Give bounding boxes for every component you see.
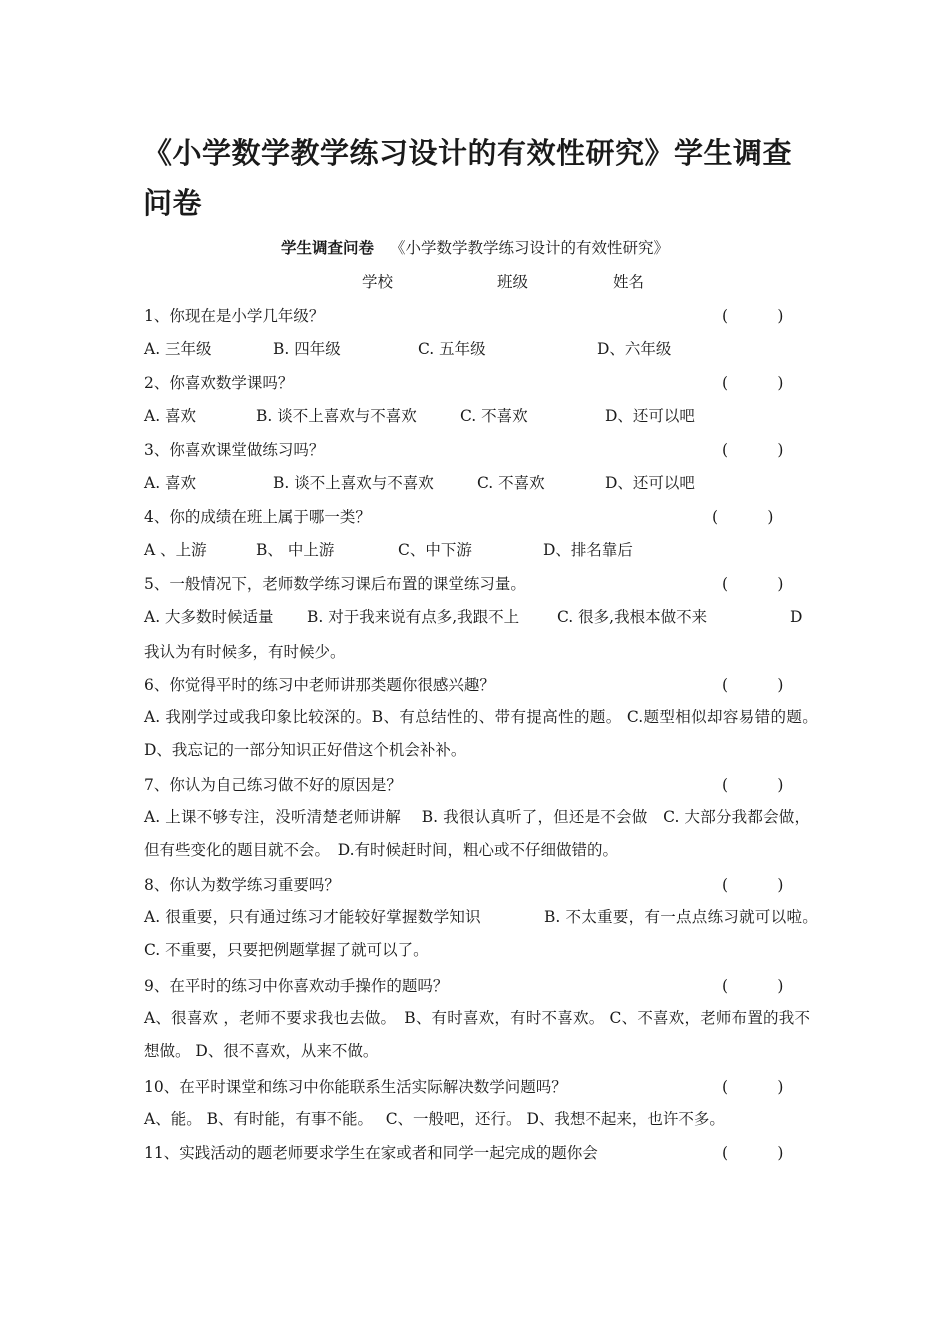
question-6: 6、你觉得平时的练习中老师讲那类题你很感兴趣？ (144, 676, 495, 694)
answer-paren-3: ( ) (722, 441, 784, 459)
page-title: 《小学数学教学练习设计的有效性研究》学生调查问卷 (143, 136, 793, 220)
q2-option-c: C. 不喜欢 (460, 407, 528, 425)
q3-option-c: C. 不喜欢 (477, 474, 545, 492)
q2-option-b: B. 谈不上喜欢与不喜欢 (256, 407, 417, 425)
q1-option-d: D、六年级 (597, 340, 672, 358)
answer-paren-5: ( ) (722, 575, 784, 593)
q4-option-c: C、中下游 (398, 541, 472, 559)
question-8: 8、你认为数学练习重要吗？ (144, 876, 340, 894)
q10-options: A、能。 B、有时能，有事不能。 C、一般吧，还行。 D、我想不起来，也许不多。 (144, 1110, 725, 1128)
q3-option-d: D、还可以吧 (605, 474, 695, 492)
question-11: 11、实践活动的题老师要求学生在家或者和同学一起完成的题你会 (144, 1144, 598, 1162)
q8-options: A. 很重要，只有通过练习才能较好掌握数学知识 B. 不太重要，有一点点练习就可以啦。 C. 不重要，只要把例题掌握了就可以了。 (144, 908, 846, 959)
q9-options: A、很喜欢 ，老师不要求我也去做。 B、有时喜欢，有时不喜欢。 C、不喜欢，老师布置的我不想做。 D、很不喜欢，从来不做。 (144, 1009, 810, 1060)
field-name-label: 姓名 (613, 273, 645, 291)
answer-paren-7: ( ) (722, 776, 784, 794)
answer-paren-2: ( ) (722, 374, 784, 392)
q1-option-a: A. 三年级 (144, 340, 212, 358)
q2-option-d: D、还可以吧 (605, 407, 695, 425)
field-school-label: 学校 (362, 273, 394, 291)
q5-option-d-label: D (790, 608, 803, 626)
q4-option-d: D、排名靠后 (543, 541, 633, 559)
question-4: 4、你的成绩在班上属于哪一类？ (144, 508, 371, 526)
q6-options: A. 我刚学过或我印象比较深的。B、有总结性的、带有提高性的题。 C.题型相似却容易错的题。 D、我忘记的一部分知识正好借这个机会补补。 (144, 708, 826, 759)
answer-paren-1: ( ) (722, 307, 784, 325)
q1-option-b: B. 四年级 (273, 340, 341, 358)
question-2: 2、你喜欢数学课吗？ (144, 374, 294, 392)
q2-option-a: A. 喜欢 (144, 407, 197, 425)
field-class-label: 班级 (497, 273, 529, 291)
question-9: 9、在平时的练习中你喜欢动手操作的题吗？ (144, 977, 449, 995)
answer-paren-4: ( ) (712, 508, 774, 526)
question-7: 7、你认为自己练习做不好的原因是？ (144, 776, 402, 794)
q3-option-a: A. 喜欢 (144, 474, 197, 492)
answer-paren-11: ( ) (722, 1144, 784, 1162)
q5-option-c: C. 很多,我根本做不来 (557, 608, 708, 626)
answer-paren-10: ( ) (722, 1078, 784, 1096)
subtitle-rest: 《小学数学教学练习设计的有效性研究》 (390, 239, 670, 257)
answer-paren-6: ( ) (722, 676, 784, 694)
q5-option-d-text: 我认为有时候多，有时候少。 (144, 643, 346, 661)
q5-option-b: B. 对于我来说有点多,我跟不上 (307, 608, 520, 626)
question-5: 5、一般情况下，老师数学练习课后布置的课堂练习量。 (144, 575, 526, 593)
q3-option-b: B. 谈不上喜欢与不喜欢 (273, 474, 434, 492)
question-3: 3、你喜欢课堂做练习吗？ (144, 441, 325, 459)
q5-option-a: A. 大多数时候适量 (144, 608, 274, 626)
answer-paren-9: ( ) (722, 977, 784, 995)
question-10: 10、在平时课堂和练习中你能联系生活实际解决数学问题吗？ (144, 1078, 567, 1096)
survey-subtitle (0, 236, 950, 260)
q1-option-c: C. 五年级 (418, 340, 486, 358)
q4-option-b: B、 中上游 (256, 541, 335, 559)
answer-paren-8: ( ) (722, 876, 784, 894)
q7-options: A. 上课不够专注，没听清楚老师讲解 B. 我很认真听了，但还是不会做 C. 大部分我都会做，但有些变化的题目就不会。 D.有时候赶时间，粗心或不仔细做错的。 (144, 808, 810, 859)
question-1: 1、你现在是小学几年级？ (144, 307, 325, 325)
q4-option-a: A 、上游 (144, 541, 207, 559)
subtitle-bold: 学生调查问卷 (280, 239, 374, 257)
